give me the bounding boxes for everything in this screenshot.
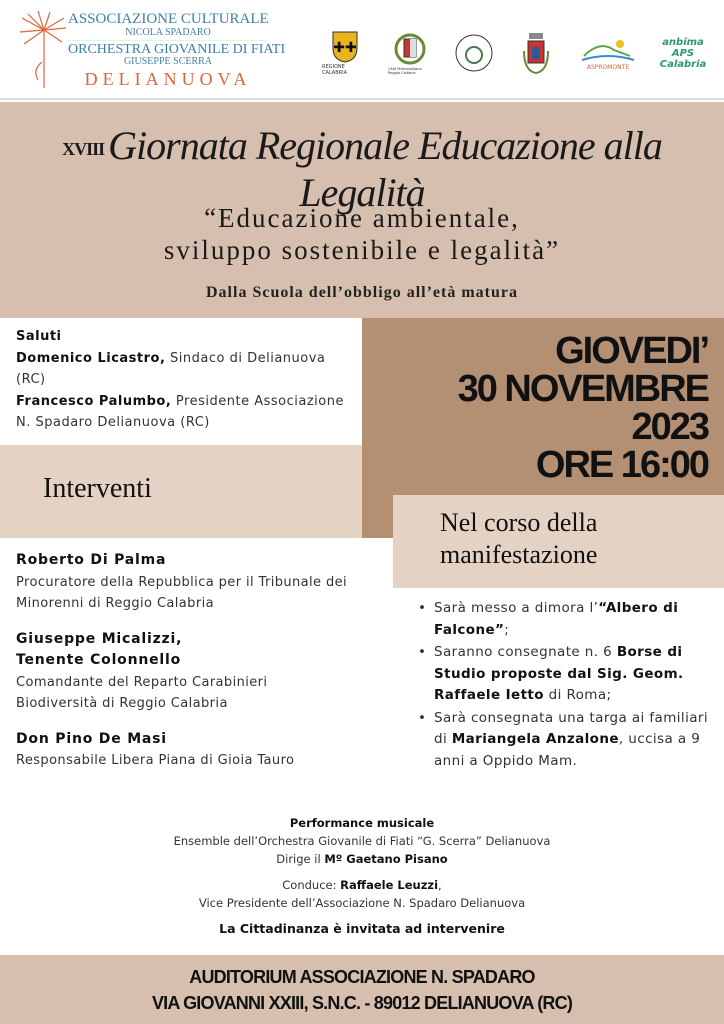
speaker-name: Giuseppe Micalizzi, Tenente Colonnello: [16, 630, 183, 668]
carabinieri-biodiversita-seal-icon: [452, 28, 496, 78]
item-bold: Borse di Studio proposte dal Sig. Geom. Raffaele Ietto: [434, 644, 684, 703]
assoc-line1: ASSOCIAZIONE CULTURALE: [68, 11, 269, 27]
assoc-line3: ORCHESTRA GIOVANILE DI FIATI: [68, 42, 286, 57]
invitation: La Cittadinanza è invitata ad intervenire: [219, 921, 505, 936]
host-role: Vice Presidente dell’Associazione N. Spadaro Delianuova: [198, 896, 526, 910]
manifestazione-list: [414, 598, 714, 773]
partner-label: REGIONE CALABRIA: [322, 64, 348, 76]
svg-text:✚✚: ✚✚: [333, 40, 357, 56]
list-item: [414, 598, 714, 641]
saluti-person: [16, 348, 356, 391]
person-name: Francesco Palumbo,: [16, 393, 172, 409]
item-bold: “Albero di Falcone”: [434, 600, 679, 638]
dandelion-logo-icon: [18, 10, 68, 90]
saluti-heading: Saluti: [16, 329, 62, 344]
saluti-section: [16, 326, 356, 434]
item-text: di Roma;: [543, 687, 612, 703]
item-bold: Mariangela Anzalone: [451, 731, 619, 747]
theme-line1: “Educazione ambientale,: [204, 203, 520, 233]
host-suffix: ,: [438, 878, 442, 892]
event-day: GIOVEDI’: [555, 330, 708, 372]
manifestazione-box: [393, 495, 724, 588]
interventi-heading: Interventi: [43, 473, 152, 504]
delianuova-crest-icon: [516, 28, 556, 78]
director-name: Mº Gaetano Pisano: [324, 852, 448, 866]
title-band: [0, 102, 724, 318]
item-text: Sarà consegnata una targa ai familiari di: [434, 709, 708, 747]
aspromonte-park-logo-icon: [578, 28, 638, 78]
event-time: ORE 16:00: [535, 444, 708, 486]
host-name: Raffaele Leuzzi: [340, 878, 439, 892]
interventi-band: [0, 445, 362, 538]
assoc-line4: GIUSEPPE SCERRA: [123, 56, 213, 67]
performance-line: Ensemble dell’Orchestra Giovanile di Fiati “G. Scerra” Delianuova: [173, 834, 551, 848]
partner-label: Città Metropolitana Reggio Calabria: [388, 67, 422, 75]
performance-heading: Performance musicale: [289, 816, 435, 830]
speaker-role: Comandante del Reparto Carabinieri Biodiversità di Reggio Calabria: [16, 674, 268, 711]
item-text: , uccisa a 9 anni a Oppido Mam.: [434, 731, 701, 769]
director-prefix: Dirige il: [276, 852, 325, 866]
regione-calabria-crest-icon: [322, 28, 368, 78]
header: [0, 0, 724, 100]
assoc-line2: NICOLA SPADARO: [68, 28, 268, 41]
venue-band: [0, 955, 724, 1024]
speaker: [16, 629, 376, 715]
manifestazione-heading: Nel corso della manifestazione: [440, 508, 598, 569]
item-text: ;: [504, 621, 510, 638]
association-logo-text: [68, 11, 286, 89]
person-name: Domenico Licastro,: [16, 350, 166, 366]
citta-metropolitana-crest-icon: [388, 28, 432, 78]
person-role: Sindaco di Delianuova (RC): [16, 350, 326, 387]
host: [0, 876, 724, 912]
partner-label: anbima APS Calabria: [659, 36, 707, 70]
item-text: Saranno consegnate n. 6: [434, 644, 617, 660]
event-year: 2023: [631, 406, 708, 448]
theme-line2: sviluppo sostenibile e legalità”: [163, 235, 561, 265]
speaker-role: Procuratore della Repubblica per il Tribunale dei Minorenni di Reggio Calabria: [16, 574, 348, 611]
speakers-list: [16, 550, 376, 786]
anbima-logo-icon: [652, 28, 714, 78]
host-prefix: Conduce:: [282, 878, 341, 892]
speaker-role: Responsabile Libera Piana di Gioia Tauro: [16, 753, 295, 768]
speaker: [16, 550, 376, 615]
list-item: [414, 642, 714, 707]
list-item: [414, 708, 714, 773]
venue-address: VIA GIOVANNI XXIII, S.N.C. - 89012 DELIANUOVA (RC): [151, 993, 573, 1013]
event-day-month: 30 NOVEMBRE: [457, 368, 708, 410]
assoc-line5: DELIANUOVA: [84, 69, 252, 89]
speaker: [16, 729, 376, 772]
event-name: Giornata Regionale Educazione alla Legalità: [108, 123, 662, 215]
speaker-name: Roberto Di Palma: [16, 552, 167, 568]
saluti-person: [16, 391, 356, 434]
performance: [0, 814, 724, 868]
footer-info: [0, 814, 724, 946]
speaker-name: Don Pino De Masi: [16, 730, 167, 747]
event-date: [458, 332, 708, 484]
person-role: Presidente Associazione N. Spadaro Delianuova (RC): [16, 393, 344, 430]
theme: [0, 202, 724, 266]
edition-number: XVIII: [62, 139, 105, 160]
partner-label: ASPROMONTE: [586, 63, 630, 71]
venue-name: AUDITORIUM ASSOCIAZIONE N. SPADARO: [189, 967, 535, 987]
item-text: Sarà messo a dimora l’: [434, 600, 599, 616]
subtheme: Dalla Scuola dell’obbligo all’età matura: [206, 284, 518, 301]
